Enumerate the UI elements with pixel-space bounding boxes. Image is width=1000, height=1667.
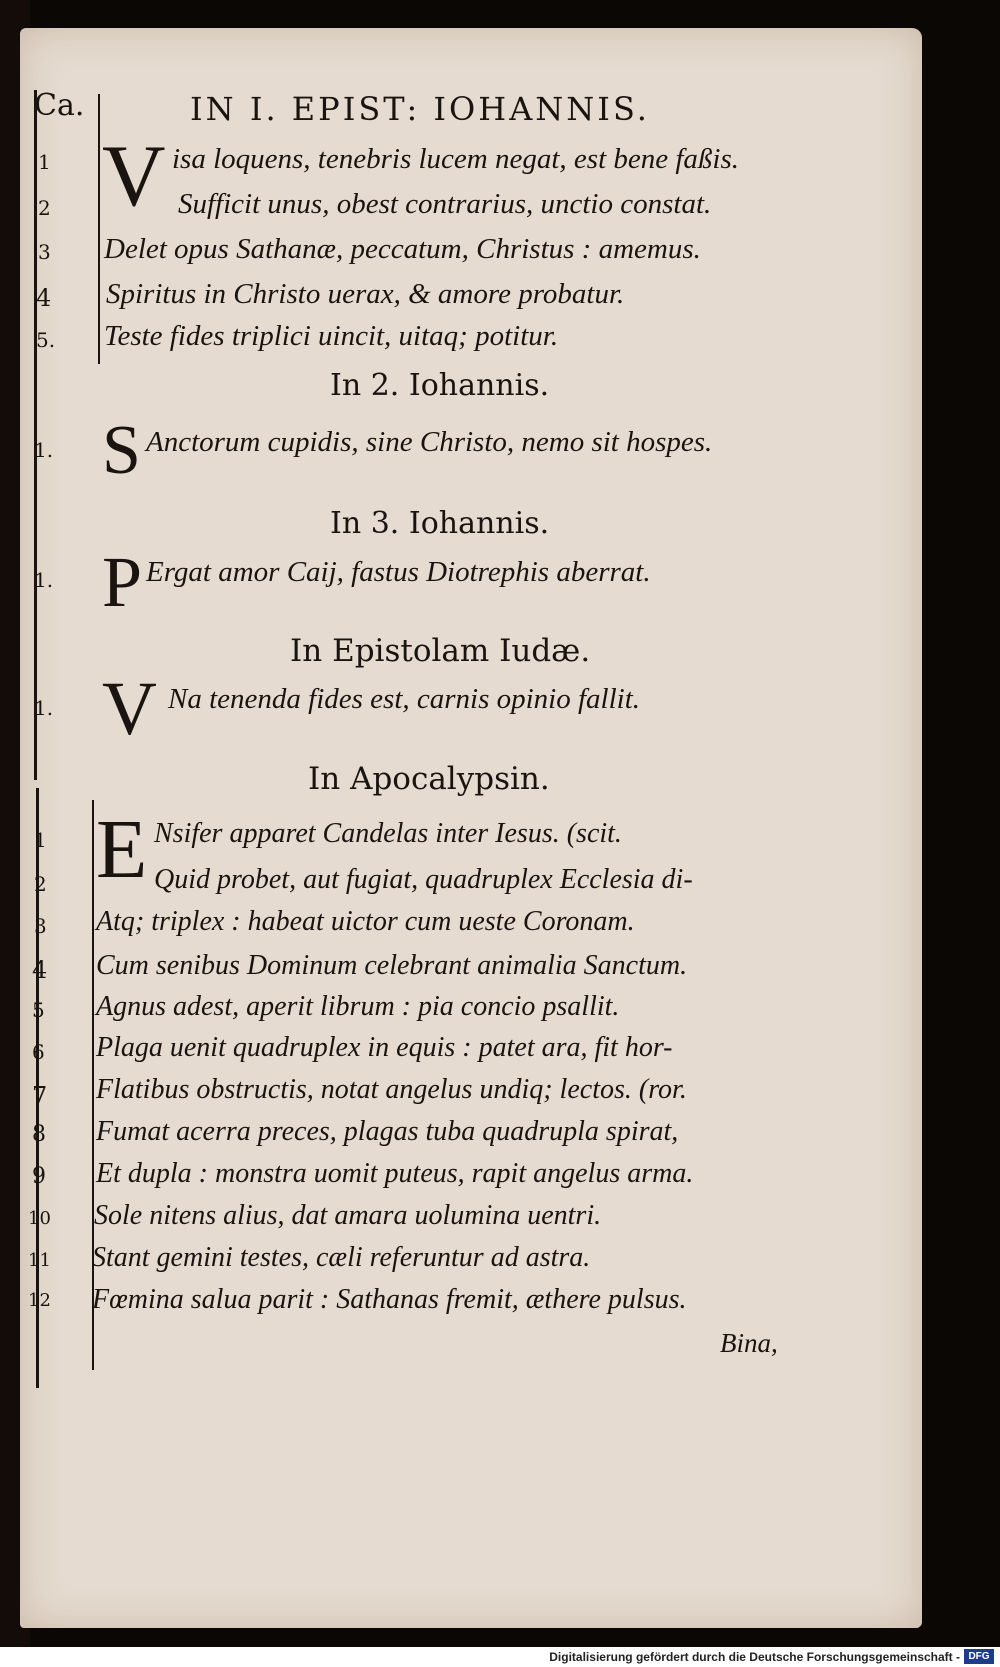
verse-line: Fœmina salua parit : Sathanas fremit, æthere pulsus.: [92, 1284, 687, 1315]
verse-line: Flatibus obstructis, notat angelus undiq; lectos. (ror.: [96, 1074, 687, 1105]
section-heading: In 3. Iohannis.: [330, 506, 550, 541]
line-number: 1.: [34, 696, 54, 720]
section-heading: In Apocalypsin.: [308, 761, 550, 797]
section-heading: In Epistolam Iudæ.: [290, 633, 591, 669]
line-number: 1: [34, 828, 47, 852]
line-number: 1.: [34, 438, 54, 462]
line-number: 2: [34, 872, 47, 896]
verse-line: isa loquens, tenebris lucem negat, est bene faßis.: [172, 143, 740, 175]
verse-line: Nsifer apparet Candelas inter Iesus. (scit.: [154, 818, 622, 849]
verse-line: Agnus adest, aperit librum : pia concio psallit.: [96, 991, 620, 1022]
line-number: 2: [38, 196, 51, 220]
verse-line: Quid probet, aut fugiat, quadruplex Ecclesia di-: [154, 864, 693, 895]
dfg-logo: DFG: [964, 1649, 994, 1664]
line-number: 4: [32, 956, 48, 984]
line-number: 8: [32, 1122, 46, 1147]
verse-line: Stant gemini testes, cæli referuntur ad astra.: [92, 1242, 591, 1273]
drop-cap-p: P: [102, 542, 143, 622]
page-title: IN I. EPIST: IOHANNIS.: [190, 90, 650, 128]
verse-line: Sole nitens alius, dat amara uolumina uentri.: [94, 1200, 602, 1231]
line-number: 6: [32, 1040, 45, 1064]
margin-rule-upper: [34, 90, 37, 780]
verse-line: Teste fides triplici uincit, uitaq; potitur.: [104, 320, 559, 352]
line-number: 1.: [34, 568, 54, 592]
verse-line: Spiritus in Christo uerax, & amore probatur.: [106, 278, 625, 310]
line-number: 11: [28, 1250, 51, 1271]
chapter-label: Ca.: [34, 88, 85, 123]
line-number: 5.: [36, 328, 56, 352]
verse-line: Atq; triplex : habeat uictor cum ueste Coronam.: [96, 906, 635, 937]
digitization-credit: Digitalisierung gefördert durch die Deutsche Forschungsgemeinschaft -: [549, 1650, 960, 1664]
verse-line: Na tenenda fides est, carnis opinio fallit.: [168, 683, 641, 715]
book-page: [20, 28, 922, 1628]
line-number: 3: [38, 240, 51, 264]
drop-cap-e: E: [96, 803, 148, 896]
verse-line: Sufficit unus, obest contrarius, unctio constat.: [178, 188, 712, 220]
line-number: 12: [28, 1290, 51, 1311]
catchword: Bina,: [720, 1328, 778, 1358]
line-number: 5: [32, 998, 45, 1022]
section-heading: In 2. Iohannis.: [330, 368, 550, 403]
text-rule-upper: [98, 94, 100, 364]
line-number: 7: [32, 1082, 48, 1110]
drop-cap-v: V: [102, 128, 166, 225]
verse-line: Delet opus Sathanæ, peccatum, Christus : amemus.: [104, 233, 701, 265]
verse-line: Fumat acerra preces, plagas tuba quadrupla spirat,: [96, 1116, 679, 1147]
line-number: 3: [34, 914, 47, 938]
verse-line: Cum senibus Dominum celebrant animalia Sanctum.: [96, 950, 688, 981]
verse-line: Et dupla : monstra uomit puteus, rapit angelus arma.: [96, 1158, 694, 1189]
line-number: 10: [28, 1208, 51, 1229]
verse-line: Ergat amor Caij, fastus Diotrephis aberrat.: [146, 556, 651, 588]
line-number: 9: [32, 1164, 46, 1189]
verse-line: Anctorum cupidis, sine Christo, nemo sit hospes.: [146, 426, 713, 458]
drop-cap-v2: V: [102, 667, 157, 751]
verse-line: Plaga uenit quadruplex in equis : patet ara, fit hor-: [96, 1032, 673, 1063]
drop-cap-s: S: [102, 412, 141, 489]
line-number: 1: [38, 150, 51, 174]
line-number: 4: [36, 284, 52, 312]
